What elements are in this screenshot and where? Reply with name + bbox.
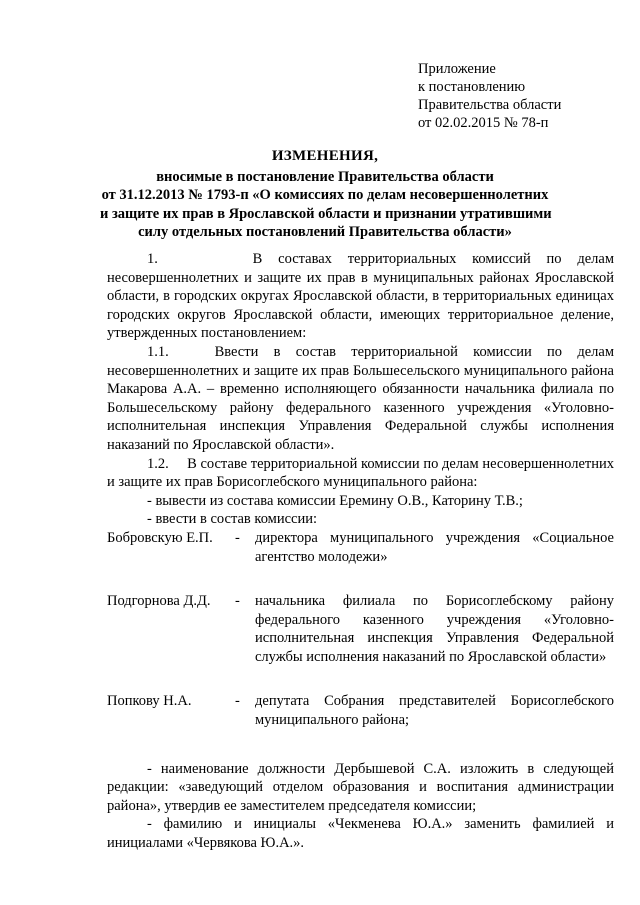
- heading-line-3: и защите их прав в Ярославской области и признании утратившими: [100, 205, 552, 222]
- member-dash: -: [235, 693, 240, 710]
- remove-members-item: - вывести из состава комиссии Еремину О.В., Каторину Т.В.;: [147, 492, 523, 509]
- add-members-item: - ввести в состав комиссии:: [147, 511, 318, 528]
- appendix-line-1: Приложение: [418, 61, 496, 77]
- paragraph-1-2: 1.2. В составе территориальной комиссии по делам несовершеннолетних и защите их прав Борисоглебского муниципального района:: [107, 455, 614, 491]
- appendix-line-4: от 02.02.2015 № 78-п: [418, 115, 549, 131]
- appendix-block: [418, 60, 561, 132]
- member-row: [107, 529, 614, 566]
- member-name: Попкову Н.А.: [107, 693, 192, 710]
- member-position: начальника филиала по Борисоглебскому району федерального казенного учреждения «Уголовно-исполнительная инспекция Управления Федеральной службы исполнения наказаний по Ярославской области»: [255, 593, 614, 665]
- member-position: депутата Собрания представителей Борисоглебского муниципального района;: [255, 693, 614, 729]
- appendix-line-2: к постановлению: [418, 79, 526, 95]
- member-dash: -: [235, 593, 240, 610]
- rename-position-item: - наименование должности Дербышевой С.А. изложить в следующей редакции: «заведующий отделом образования и воспитания администрации района», утвердив ее заместителем председателя комиссии;: [107, 760, 614, 814]
- member-name: Подгорнова Д.Д.: [107, 593, 211, 610]
- heading-line-1: вносимые в постановление Правительства области: [156, 168, 494, 185]
- paragraph-1-1: 1.1. Ввести в состав территориальной комиссии по делам несовершеннолетних и защите их прав Большесельского муниципального района Макарова А.А. – временно исполняющего обязанности начальника филиала по Большесельскому району федерального казенного учреждения «Уголовно-исполнительная инспекция Управления Федеральной службы исполнения наказаний по Ярославской области».: [107, 343, 614, 453]
- heading-line-2: от 31.12.2013 № 1793-п «О комиссиях по делам несовершеннолетних: [101, 187, 549, 203]
- member-dash: -: [235, 529, 240, 546]
- members-list: [107, 529, 614, 730]
- member-row: [107, 592, 614, 666]
- replace-name-item: - фамилию и инициалы «Чекменева Ю.А.» заменить фамилией и инициалами «Червякова Ю.А.».: [107, 816, 614, 852]
- heading-title: ИЗМЕНЕНИЯ,: [271, 148, 379, 164]
- document-heading: [100, 147, 550, 242]
- document-body: [107, 250, 614, 853]
- appendix-line-3: Правительства области: [418, 97, 562, 113]
- member-position: директора муниципального учреждения «Социальное агентство молодежи»: [255, 529, 614, 565]
- paragraph-1: 1. В составах территориальных комиссий по делам несовершеннолетних и защите их прав в муниципальных районах Ярославской области, в городских округах Ярославской области, в территориальных единицах городских округов Ярославской области, имеющих территориальное деление, утвержденных постановлением:: [107, 251, 614, 342]
- heading-line-4: силу отдельных постановлений Правительства области»: [138, 224, 512, 240]
- member-row: [107, 692, 614, 729]
- member-name: Бобровскую Е.П.: [107, 529, 213, 546]
